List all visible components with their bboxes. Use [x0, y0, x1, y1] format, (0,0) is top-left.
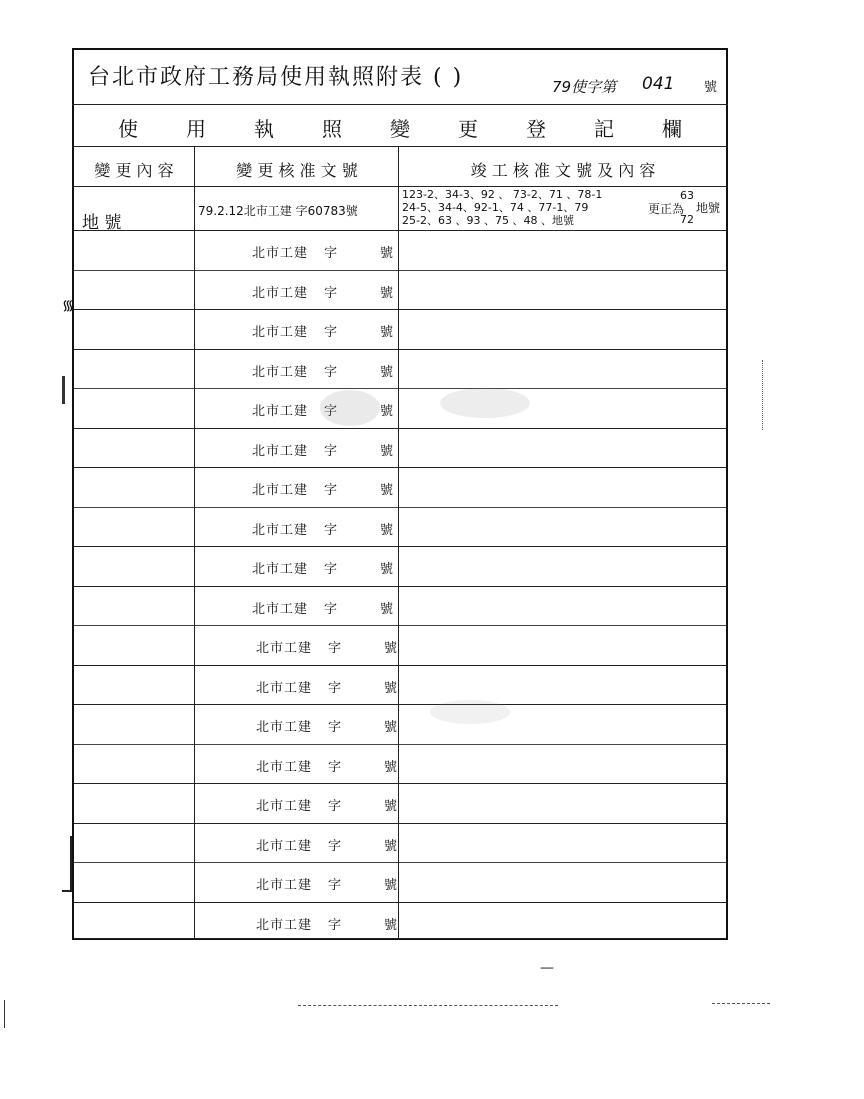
row-zi: 字: [324, 365, 339, 380]
row-prefix: 北市工建: [252, 404, 309, 419]
row-divider: [74, 665, 726, 666]
row-prefix: 北市工建: [252, 483, 309, 498]
row-divider: [74, 744, 726, 745]
row-prefix: 北市工建: [256, 918, 313, 933]
first-row-correction-value: 72: [680, 213, 694, 226]
row-divider: [74, 823, 726, 824]
row-divider: [74, 625, 726, 626]
first-row-completion-line: 24-5、34-4、92-1、74 、77-1、79: [402, 201, 589, 214]
row-divider: [74, 862, 726, 863]
section-char: 使: [118, 116, 138, 141]
row-hao: 號: [384, 918, 399, 933]
approval-doc-template: [256, 716, 402, 735]
approval-doc-template: [252, 479, 398, 498]
scan-noise: [320, 390, 380, 426]
row-zi: 字: [324, 444, 339, 459]
first-row-content: 地 號: [82, 213, 122, 233]
column-divider: [194, 146, 195, 940]
row-zi: 字: [324, 483, 339, 498]
row-hao: 號: [380, 404, 395, 419]
first-row-approval: 79.2.12北市工建 字60783號: [198, 204, 358, 218]
first-row-completion-line: 123-2、34-3、92 、 73-2、71 、78-1: [402, 188, 603, 201]
row-hao: 號: [380, 246, 395, 261]
approval-doc-template: [256, 795, 402, 814]
approval-doc-template: [256, 874, 402, 893]
row-prefix: 北市工建: [256, 641, 313, 656]
section-char: 記: [594, 116, 614, 141]
first-row-correction-suffix: 地號: [696, 201, 721, 215]
permit-number: 041: [642, 74, 675, 94]
row-hao: 號: [380, 562, 395, 577]
row-zi: 字: [328, 760, 343, 775]
row-zi: 字: [324, 246, 339, 261]
form-bottom-rule: [74, 938, 726, 939]
row-hao: 號: [384, 760, 399, 775]
row-divider: [74, 704, 726, 705]
row-hao: 號: [380, 325, 395, 340]
column-header-change-content: 變 更 內 容: [94, 160, 174, 180]
row-hao: 號: [380, 602, 395, 617]
approval-doc-template: [252, 321, 398, 340]
title-divider: [72, 104, 728, 105]
row-zi: 字: [324, 562, 339, 577]
margin-mark: [70, 836, 72, 892]
scan-artifact: [4, 1000, 5, 1028]
row-divider: [74, 586, 726, 587]
row-zi: 字: [328, 918, 343, 933]
approval-doc-template: [252, 519, 398, 538]
column-divider: [398, 146, 399, 940]
first-row-correction-value: 63: [680, 189, 694, 202]
row-zi: 字: [324, 602, 339, 617]
row-prefix: 北市工建: [256, 878, 313, 893]
row-zi: 字: [328, 839, 343, 854]
row-hao: 號: [380, 523, 395, 538]
section-char: 欄: [662, 116, 682, 141]
approval-doc-template: [256, 914, 402, 933]
row-zi: 字: [324, 523, 339, 538]
row-divider: [74, 507, 726, 508]
row-hao: 號: [380, 286, 395, 301]
approval-doc-template: [252, 558, 398, 577]
row-hao: 號: [384, 641, 399, 656]
row-prefix: 北市工建: [256, 839, 313, 854]
row-divider: [74, 902, 726, 903]
scan-artifact: [298, 1005, 558, 1006]
row-prefix: 北市工建: [252, 444, 309, 459]
row-prefix: 北市工建: [252, 365, 309, 380]
row-hao: 號: [380, 365, 395, 380]
row-prefix: 北市工建: [256, 799, 313, 814]
row-hao: 號: [384, 799, 399, 814]
row-hao: 號: [384, 681, 399, 696]
row-zi: 字: [328, 878, 343, 893]
row-divider: [74, 230, 726, 231]
approval-doc-template: [256, 677, 402, 696]
row-prefix: 北市工建: [252, 325, 309, 340]
row-divider: [74, 546, 726, 547]
scan-noise: [440, 388, 530, 418]
section-heading: [74, 108, 726, 146]
column-header-approval-doc: 變 更 核 准 文 號: [236, 160, 358, 180]
row-divider: [74, 388, 726, 389]
permit-suffix: 號: [704, 80, 718, 95]
approval-doc-template: [252, 361, 398, 380]
approval-doc-template: [256, 835, 402, 854]
row-divider: [74, 467, 726, 468]
row-prefix: 北市工建: [252, 286, 309, 301]
row-zi: 字: [328, 681, 343, 696]
approval-doc-template: [256, 756, 402, 775]
row-hao: 號: [380, 444, 395, 459]
first-row-correction: 更正為: [648, 202, 685, 216]
section-char: 變: [390, 116, 410, 141]
row-prefix: 北市工建: [252, 523, 309, 538]
approval-doc-template: [252, 440, 398, 459]
row-zi: 字: [328, 641, 343, 656]
row-divider: [74, 783, 726, 784]
row-prefix: 北市工建: [256, 720, 313, 735]
section-char: 更: [458, 116, 478, 141]
row-hao: 號: [380, 483, 395, 498]
scan-noise: [430, 700, 510, 724]
row-prefix: 北市工建: [252, 562, 309, 577]
row-zi: 字: [324, 404, 339, 419]
approval-doc-template: [252, 242, 398, 261]
approval-doc-template: [252, 282, 398, 301]
section-char: 登: [526, 116, 546, 141]
row-divider: [74, 428, 726, 429]
row-prefix: 北市工建: [256, 760, 313, 775]
column-header-completion-doc: 竣 工 核 准 文 號 及 內 容: [470, 160, 656, 180]
approval-doc-template: [256, 637, 402, 656]
scan-artifact: [762, 360, 763, 430]
section-char: 用: [186, 116, 206, 141]
row-divider: [74, 349, 726, 350]
permit-prefix: 79使字第: [552, 78, 617, 96]
row-hao: 號: [384, 720, 399, 735]
first-row-completion-line: 25-2、63 、93 、75 、48 、地號: [402, 214, 574, 227]
row-zi: 字: [324, 286, 339, 301]
approval-doc-template: [252, 598, 398, 617]
row-prefix: 北市工建: [252, 246, 309, 261]
column-head-divider: [72, 186, 728, 187]
row-zi: 字: [328, 720, 343, 735]
row-zi: 字: [328, 799, 343, 814]
form-title: 台北市政府工務局使用執照附表 ( ): [88, 65, 464, 90]
bottom-mark: —: [540, 960, 554, 976]
row-divider: [74, 270, 726, 271]
margin-mark: ᯾: [62, 298, 74, 314]
scan-artifact: [712, 1003, 770, 1004]
row-divider: [74, 309, 726, 310]
section-divider: [72, 146, 728, 147]
row-prefix: 北市工建: [256, 681, 313, 696]
section-char: 執: [254, 116, 274, 141]
row-hao: 號: [384, 839, 399, 854]
margin-mark: [62, 376, 77, 404]
row-hao: 號: [384, 878, 399, 893]
margin-mark: [62, 890, 72, 892]
row-prefix: 北市工建: [252, 602, 309, 617]
row-zi: 字: [324, 325, 339, 340]
section-char: 照: [322, 116, 342, 141]
